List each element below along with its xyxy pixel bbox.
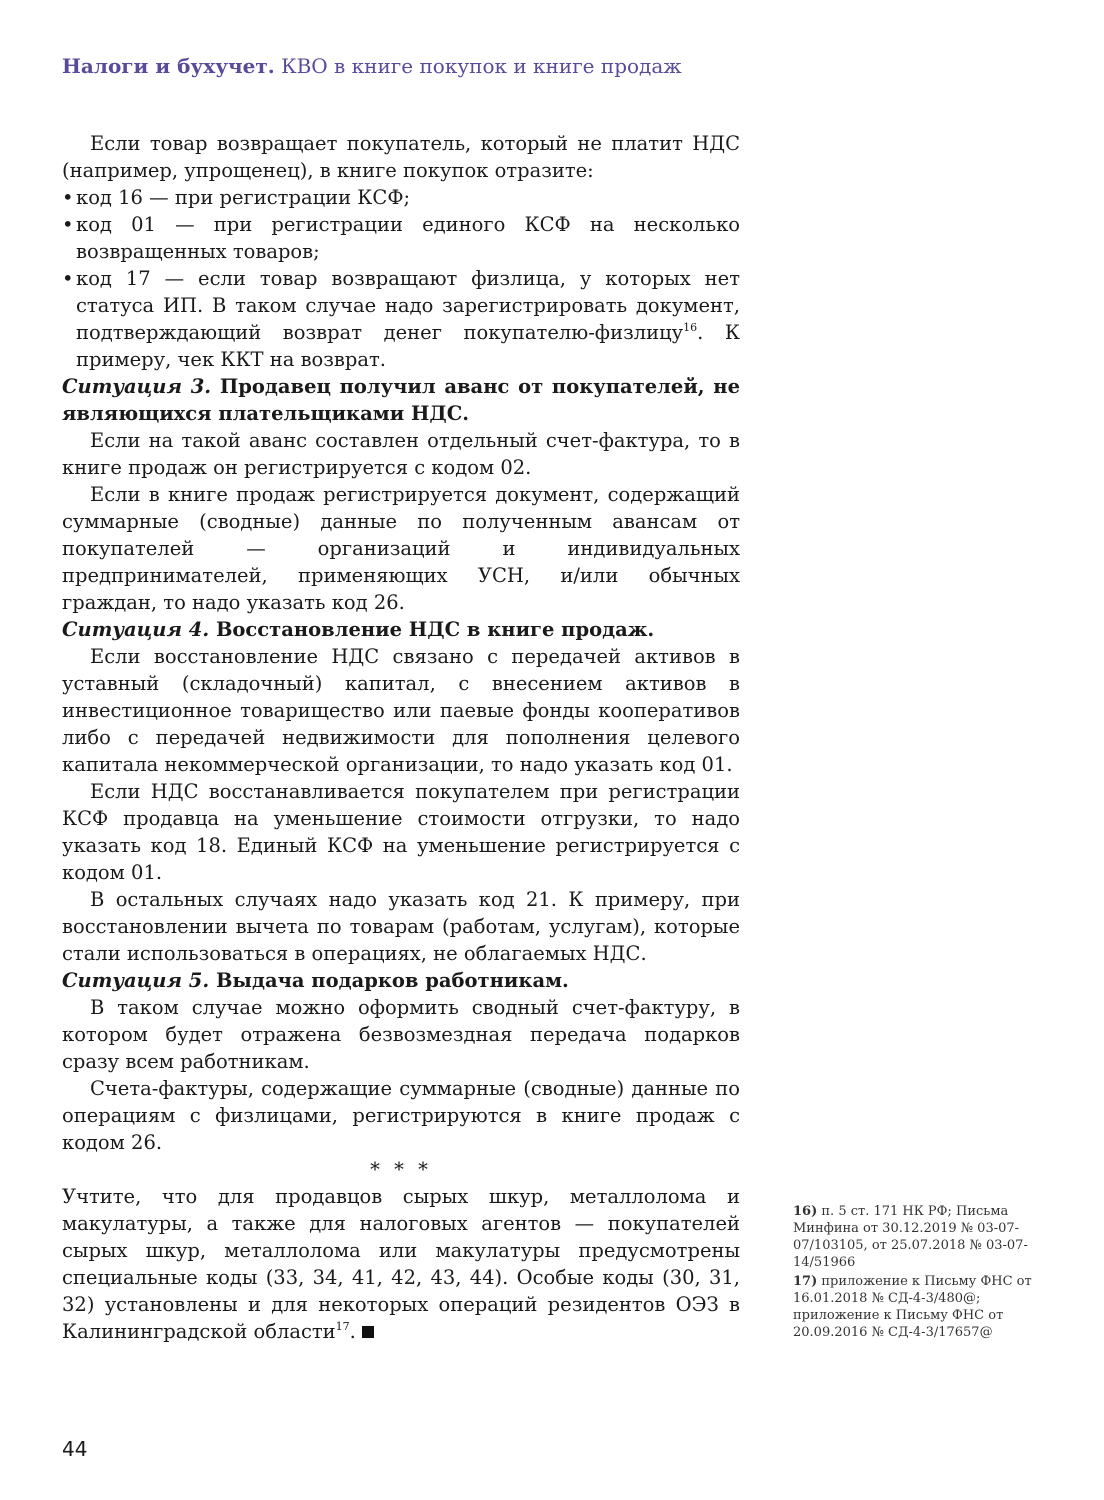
list-item-text: код 17 — если товар возвращают физлица, у которых нет статуса ИП. В таком случае надо зарегистрировать документ, подтверждающий возврат денег покупателю-физлицу <box>76 267 740 344</box>
footnote <box>793 1203 1043 1271</box>
page-number: 44 <box>62 1437 88 1461</box>
footnote <box>793 1273 1043 1341</box>
paragraph: В таком случае можно оформить сводный счет-фактуру, в котором будет отражена безвозмездная передача подарков сразу всем работникам. <box>62 996 740 1073</box>
paragraph: Если восстановление НДС связано с передачей активов в уставный (складочный) капитал, с внесением активов в инвестиционное товарищество или паевые фонды кооперативов либо с передачей недвижимости для пополнения целевого капитала некоммерческой организации, то надо указать код 01. <box>62 645 740 776</box>
footnote-ref: 16 <box>683 321 698 334</box>
paragraph: В остальных случаях надо указать код 21. К примеру, при восстановлении вычета по товарам (работам, услугам), которые стали использоваться в операциях, не облагаемых НДС. <box>62 888 740 965</box>
footnotes <box>793 1203 1043 1343</box>
footnote-text: приложение к Письму ФНС от 16.01.2018 № СД-4-3/480@; приложение к Письму ФНС от 20.09.2016 № СД-4-3/17657@ <box>793 1274 1032 1340</box>
header-title: КВО в книге покупок и книге продаж <box>281 54 682 78</box>
list-item: • код 01 — при регистрации единого КСФ на несколько возвращенных товаров; <box>62 211 740 265</box>
situation-label: Ситуация 3. <box>62 375 212 398</box>
list-item: • код 16 — при регистрации КСФ; <box>62 184 740 211</box>
final-tail: . <box>349 1320 356 1343</box>
footnote-ref: 17 <box>335 1320 350 1333</box>
body-column <box>62 130 740 1345</box>
footnote-number: 17) <box>793 1274 818 1289</box>
situation-title: Восстановление НДС в книге продаж. <box>215 618 655 641</box>
situation-title: Продавец получил аванс от покупателей, не являющихся плательщиками НДС. <box>62 375 740 425</box>
paragraph: Если в книге продаж регистрируется документ, содержащий суммарные (сводные) данные по полученным авансам от покупателей — организаций и индивидуальных предпринимателей, применяющих УСН, и/или обычных граждан, то надо указать код 26. <box>62 483 740 614</box>
list-item-tail: . К примеру, чек ККТ на возврат. <box>76 321 740 371</box>
final-text: Учтите, что для продавцов сырых шкур, металлолома и макулатуры, а также для налоговых агентов — покупателей сырых шкур, металлолома или макулатуры предусмотрены специальные коды (33, 34, 41, 42, 43, 44). Особые коды (30, 31, 32) установлены и для некоторых операций резидентов ОЭЗ в Калининградской области <box>62 1185 740 1343</box>
end-of-article-mark <box>362 1326 374 1338</box>
footnote-number: 16) <box>793 1204 818 1219</box>
running-header <box>62 54 762 78</box>
situation-label: Ситуация 5. <box>62 969 210 992</box>
code-list <box>62 184 740 373</box>
header-section: Налоги и бухучет. <box>62 54 275 78</box>
situation-4-heading <box>62 616 740 643</box>
final-paragraph <box>62 1183 740 1345</box>
list-item <box>62 265 740 373</box>
section-separator: * * * <box>370 1158 432 1181</box>
situation-3-heading <box>62 373 740 427</box>
paragraph: Если НДС восстанавливается покупателем при регистрации КСФ продавца на уменьшение стоимости отгрузки, то надо указать код 18. Единый КСФ на уменьшение регистрируется с кодом 01. <box>62 780 740 884</box>
situation-5-heading <box>62 967 740 994</box>
paragraph: Если на такой аванс составлен отдельный счет-фактура, то в книге продаж он регистрируется с кодом 02. <box>62 429 740 479</box>
footnote-text: п. 5 ст. 171 НК РФ; Письма Минфина от 30.12.2019 № 03-07-07/103105, от 25.07.2018 № 03-07-14/51966 <box>793 1204 1028 1270</box>
intro-paragraph: Если товар возвращает покупатель, который не платит НДС (например, упрощенец), в книге покупок отразите: <box>62 132 740 182</box>
situation-label: Ситуация 4. <box>62 618 210 641</box>
situation-title: Выдача подарков работникам. <box>215 969 569 992</box>
paragraph: Счета-фактуры, содержащие суммарные (сводные) данные по операциям с физлицами, регистрируются в книге продаж с кодом 26. <box>62 1077 740 1154</box>
